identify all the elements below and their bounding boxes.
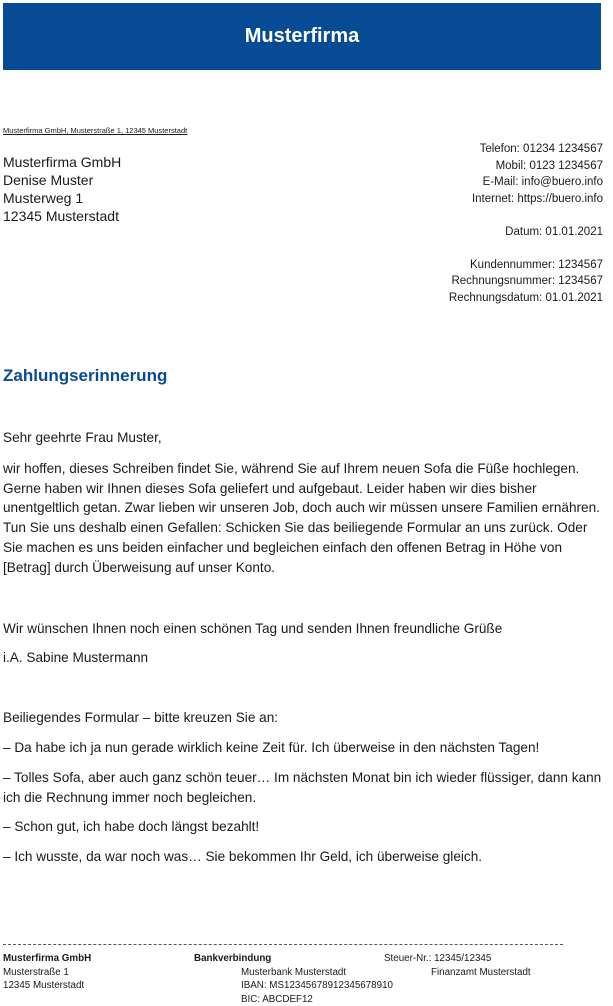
contact-email: E-Mail: info@buero.info bbox=[449, 174, 603, 191]
recipient-address bbox=[3, 153, 121, 225]
recipient-street: Musterweg 1 bbox=[3, 189, 121, 207]
footer-company bbox=[3, 952, 91, 993]
enclosure-option: – Schon gut, ich habe doch längst bezahlt! bbox=[3, 817, 604, 837]
footer-bank-title: Bankverbindung bbox=[194, 952, 271, 966]
footer-bank-details bbox=[241, 966, 393, 1006]
salutation: Sehr geehrte Frau Muster, bbox=[3, 428, 604, 448]
contact-internet: Internet: https://buero.info bbox=[449, 191, 603, 208]
contact-block bbox=[449, 141, 603, 306]
letter-subject: Zahlungserinnerung bbox=[3, 366, 167, 386]
invoice-date: Rechnungsdatum: 01.01.2021 bbox=[449, 290, 603, 307]
sender-return-address: Musterfirma GmbH, Musterstraße 1, 12345 Musterstadt bbox=[3, 126, 187, 135]
main-paragraph: wir hoffen, dieses Schreiben findet Sie, während Sie auf Ihrem neuen Sofa die Füße hochlegen. Gerne haben wir Ihnen dieses Sofa geliefert und aufgebaut. Leider haben wir dies bisher unentgeltlich getan. Zwar lieben wir unseren Job, doch auch wir müssen unsere Familien ernähren. Tun Sie uns deshalb einen Gefallen: Schicken Sie das beiliegende Formular an uns zurück. Oder Sie machen es uns beiden einfacher und begleichen einfach den offenen Betrag in Höhe von [Betrag] durch Überweisung auf unser Konto. bbox=[3, 459, 604, 578]
letter-body bbox=[3, 428, 604, 877]
footer-bic: BIC: ABCDEF12 bbox=[241, 993, 393, 1006]
footer-tax-number: Steuer-Nr.: 12345/12345 bbox=[384, 952, 491, 966]
contact-mobile: Mobil: 0123 1234567 bbox=[449, 158, 603, 175]
closing-phrase: Wir wünschen Ihnen noch einen schönen Tag und senden Ihnen freundliche Grüße bbox=[3, 619, 604, 639]
customer-number: Kundennummer: 1234567 bbox=[449, 257, 603, 274]
recipient-person: Denise Muster bbox=[3, 171, 121, 189]
recipient-city: 12345 Musterstadt bbox=[3, 207, 121, 225]
recipient-company: Musterfirma GmbH bbox=[3, 153, 121, 171]
footer-divider bbox=[3, 944, 563, 945]
letterhead-banner bbox=[3, 3, 601, 70]
enclosure-option: – Da habe ich ja nun gerade wirklich keine Zeit für. Ich überweise in den nächsten Tagen! bbox=[3, 738, 604, 758]
contact-phone: Telefon: 01234 1234567 bbox=[449, 141, 603, 158]
footer-company-street: Musterstraße 1 bbox=[3, 966, 91, 980]
footer-iban: IBAN: MS12345678912345678910 bbox=[241, 979, 393, 993]
enclosure-title: Beiliegendes Formular – bitte kreuzen Sie an: bbox=[3, 708, 604, 728]
company-name: Musterfirma bbox=[245, 25, 359, 48]
invoice-number: Rechnungsnummer: 1234567 bbox=[449, 273, 603, 290]
letter-date: Datum: 01.01.2021 bbox=[449, 224, 603, 241]
footer-company-name: Musterfirma GmbH bbox=[3, 952, 91, 966]
footer-company-city: 12345 Musterstadt bbox=[3, 979, 91, 993]
footer-bank-name: Musterbank Musterstadt bbox=[241, 966, 393, 980]
signature: i.A. Sabine Mustermann bbox=[3, 648, 604, 668]
enclosure-option: – Ich wusste, da war noch was… Sie bekommen Ihr Geld, ich überweise gleich. bbox=[3, 847, 604, 867]
enclosure-option: – Tolles Sofa, aber auch ganz schön teuer… Im nächsten Monat bin ich wieder flüssiger, dann kann ich die Rechnung immer noch begleichen. bbox=[3, 768, 604, 808]
footer-tax-office: Finanzamt Musterstadt bbox=[431, 966, 531, 980]
